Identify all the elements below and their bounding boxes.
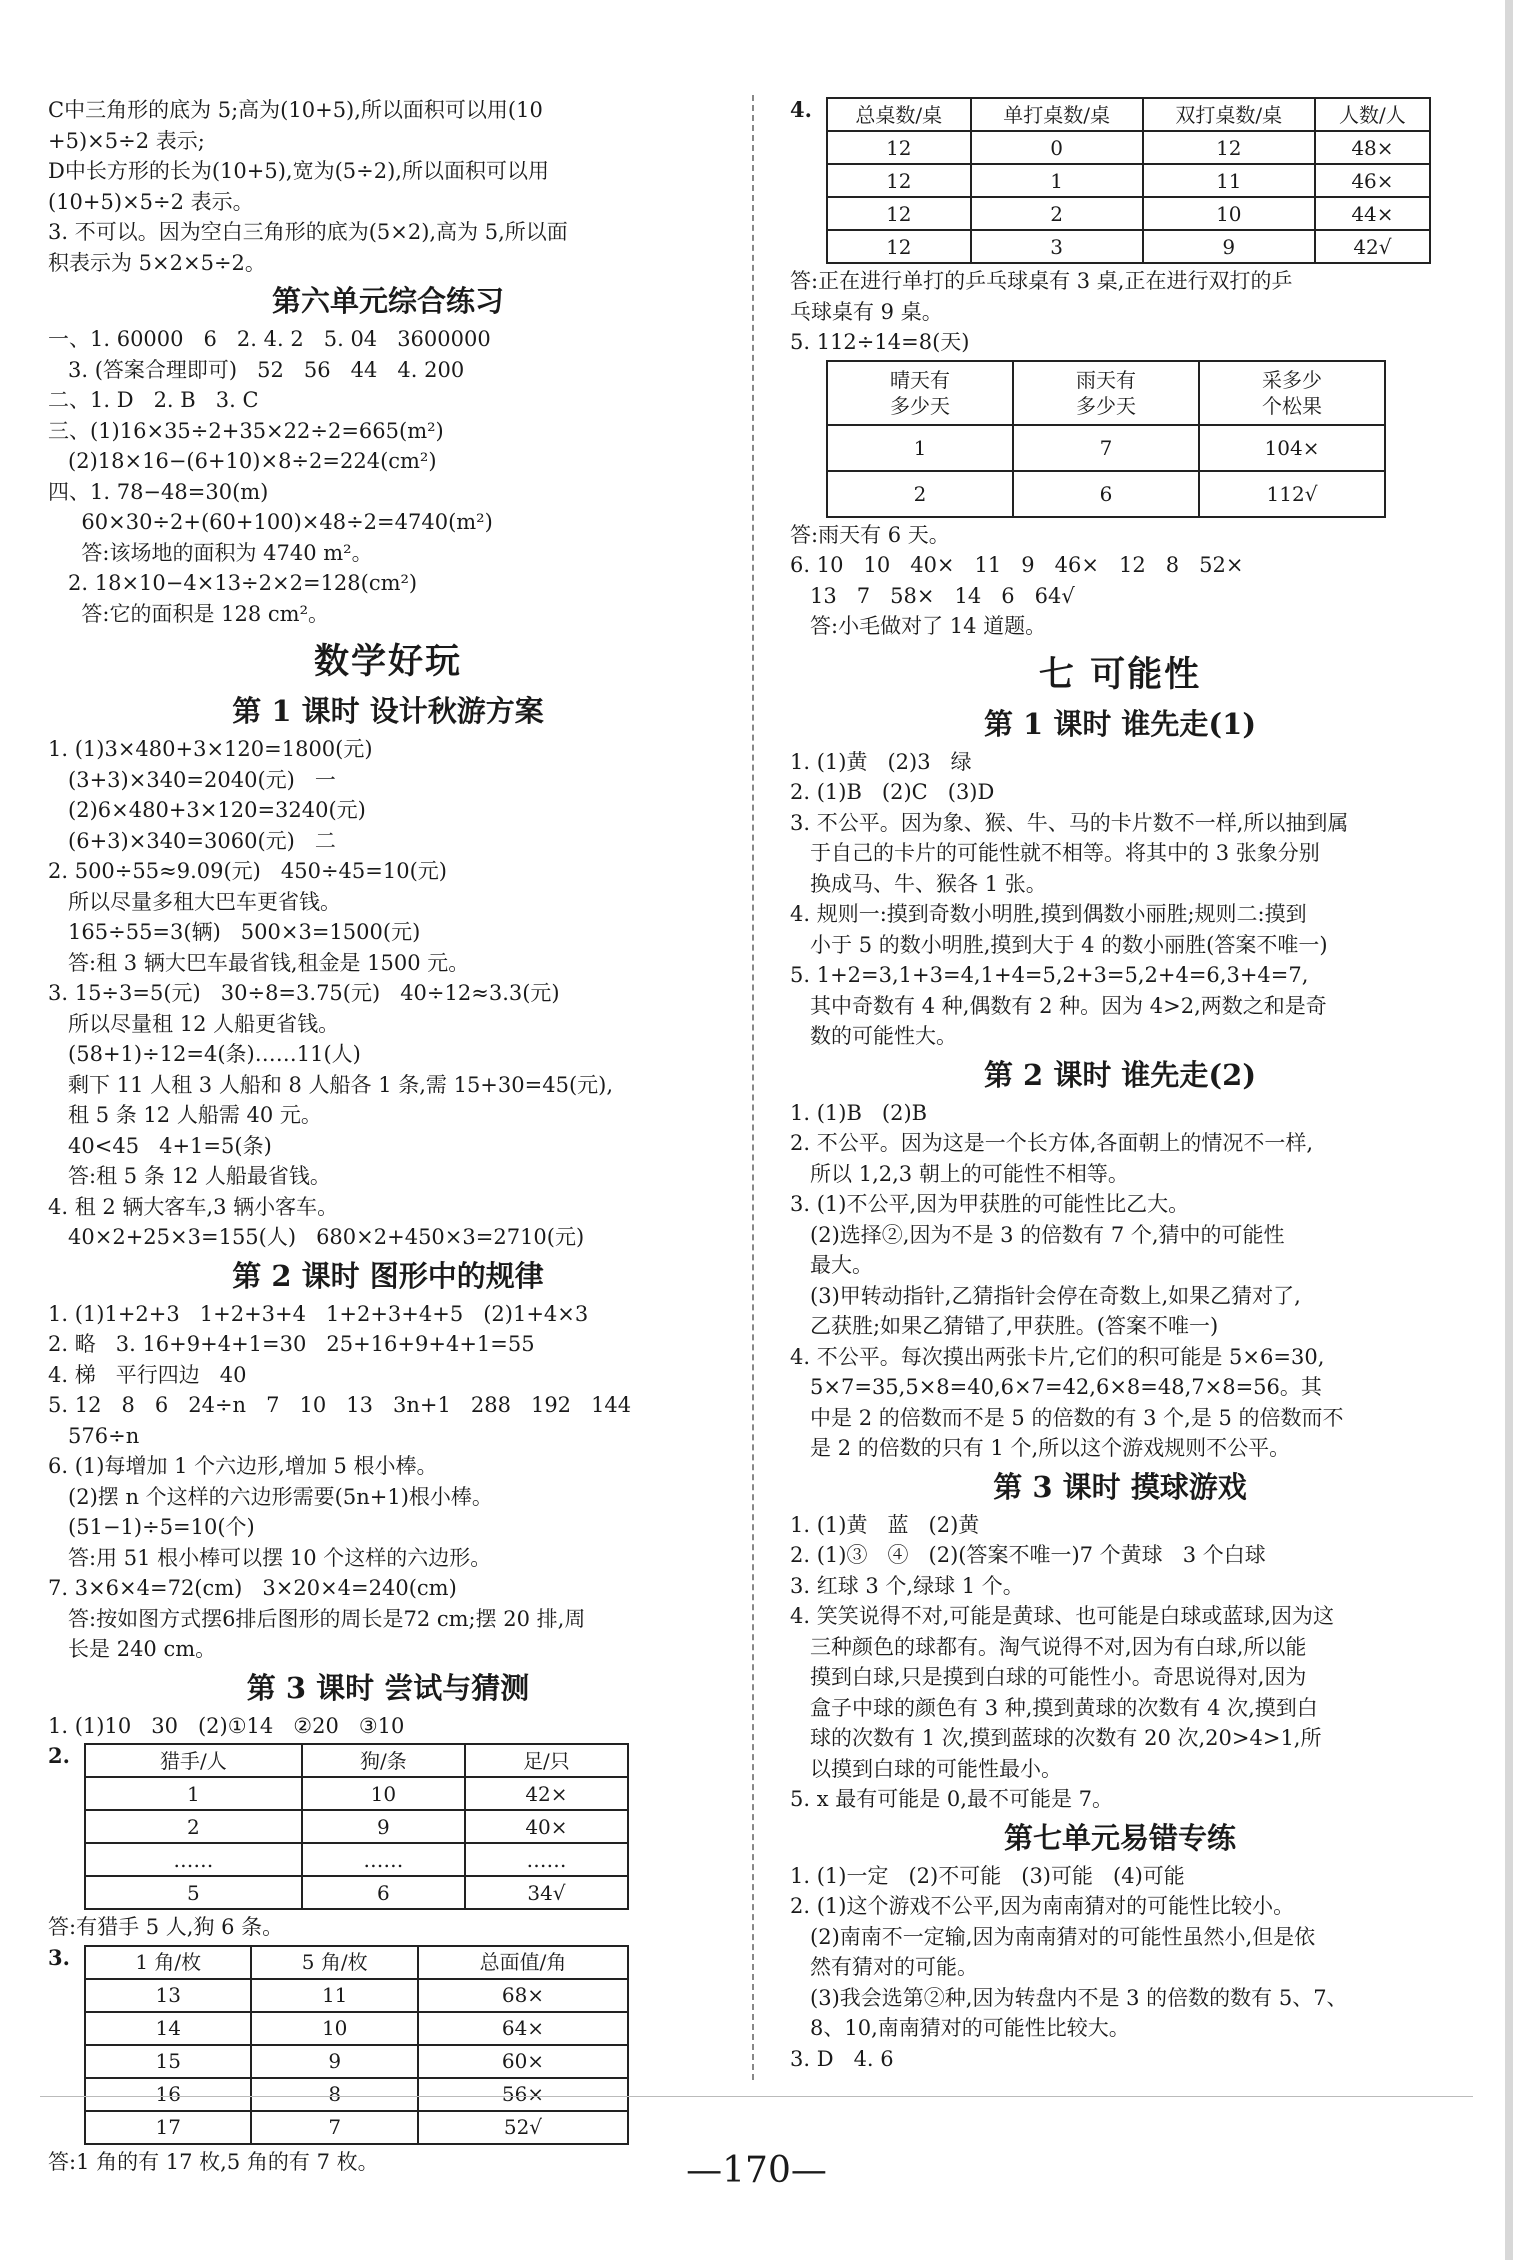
text-line: 其中奇数有 4 种,偶数有 2 种。因为 4>2,两数之和是奇 [790,993,1327,1018]
table-header-row [827,361,1385,425]
text-line: 4. 规则一:摸到奇数小明胜,摸到偶数小丽胜;规则二:摸到 [790,902,1307,926]
text-line: 二、1. D 2. B 3. C [48,388,259,412]
unit7-lines [790,1861,1450,2075]
table-cell: 6 [1013,471,1199,517]
table2-block [48,1743,728,1910]
table-cell: 2 [971,197,1143,230]
table-cell: 40× [465,1810,628,1843]
table-cell: 64× [418,2012,628,2045]
lesson1-title: 第 1 课时 设计秋游方案 [232,694,544,728]
table-cell: 11 [251,1979,417,2012]
table-row [85,2012,628,2045]
table-cell: 15 [85,2045,251,2078]
r-lesson2-lines [790,1098,1450,1464]
text-line: 2. 不公平。因为这是一个长方体,各面朝上的情况不一样, [790,1131,1314,1155]
text-line: (2)6×480+3×120=3240(元) [48,798,366,822]
table-cell: 16 [85,2078,251,2111]
text-line: 小于 5 的数小明胜,摸到大于 4 的数小丽胜(答案不唯一) [790,932,1328,957]
text-line: 1. (1)一定 (2)不可能 (3)可能 (4)可能 [790,1863,1185,1888]
table-row [85,1777,628,1810]
text-line: 40×2+25×3=155(人) 680×2+450×3=2710(元) [48,1225,585,1249]
text-line: (3+3)×340=2040(元) 一 [48,767,336,792]
text-line: (10+5)×5÷2 表示。 [48,189,254,214]
text-line: (3)我会选第②种,因为转盘内不是 3 的倍数的数有 5、7、 [790,1985,1348,2010]
text-line: 剩下 11 人租 3 人船和 8 人船各 1 条,需 15+30=45(元), [48,1072,614,1097]
text-line: 8、10,南南猜对的可能性比较大。 [790,2016,1130,2040]
text-line: +5)×5÷2 表示; [48,128,205,153]
text-line: 最大。 [790,1253,874,1277]
lesson2-lines [48,1299,728,1665]
text-line: 4. 梯 平行四边 40 [48,1362,247,1387]
text-line: 乙获胜;如果乙猜错了,甲获胜。(答案不唯一) [790,1314,1219,1338]
table-header-cell: 单打桌数/桌 [971,98,1143,131]
table5 [826,360,1386,518]
table-cell: 3 [971,230,1143,263]
text-line: 长是 240 cm。 [48,1637,217,1661]
text-line: 于自己的卡片的可能性就不相等。将其中的 3 张象分别 [790,841,1320,865]
lesson2-title: 第 2 课时 图形中的规律 [232,1258,544,1293]
table-header-cell: 晴天有 多少天 [827,361,1013,425]
table-row [827,471,1385,517]
table-cell: 7 [1013,425,1199,471]
table5-answer: 答:雨天有 6 天。 [790,522,950,547]
text-line: 2. 18×10−4×13÷2×2=128(cm²) [48,571,418,595]
table-cell: 1 [85,1777,302,1810]
text-line: 积表示为 5×2×5÷2。 [48,250,266,275]
table2-number: 2. [48,1743,70,1768]
intro-lines [48,95,728,278]
table-cell: 12 [827,131,971,164]
text-line: 所以 1,2,3 朝上的可能性不相等。 [790,1161,1129,1186]
table2 [84,1743,629,1910]
text-line: 换成马、牛、猴各 1 张。 [790,871,1047,896]
lesson1-lines [48,734,728,1253]
table-cell: 9 [251,2045,417,2078]
table-cell: 11 [1143,164,1315,197]
text-line: 2. (1)这个游戏不公平,因为南南猜对的可能性比较小。 [790,1894,1295,1918]
text-line: 答:租 3 辆大巴车最省钱,租金是 1500 元。 [48,950,470,975]
page-edge [1505,0,1513,2260]
text-line: 盒子中球的颜色有 3 种,摸到黄球的次数有 4 次,摸到白 [790,1695,1318,1720]
text-line: (58+1)÷12=4(条)……11(人) [48,1042,361,1066]
table-row [827,164,1430,197]
table-row [85,2078,628,2111]
text-line: 乓球桌有 9 桌。 [790,299,943,324]
text-line: 球的次数有 1 次,摸到蓝球的次数有 20 次,20>4>1,所 [790,1726,1322,1750]
table4-block [790,97,1450,264]
table-cell: 44× [1315,197,1430,230]
text-line: 2. (1)③ ④ (2)(答案不唯一)7 个黄球 3 个白球 [790,1543,1266,1567]
table4-answer [790,266,1450,327]
table-header-row [85,1744,628,1777]
table-cell: 1 [971,164,1143,197]
text-line: (2)18×16−(6+10)×8÷2=224(cm²) [48,449,437,473]
fun-title: 数学好玩 [313,641,462,682]
bottom-rule [40,2096,1473,2097]
r-lesson2-title: 第 2 课时 谁先走(2) [983,1057,1257,1092]
text-line: 答:租 5 条 12 人船最省钱。 [48,1164,331,1188]
text-line: 1. (1)黄 蓝 (2)黄 [790,1512,980,1537]
text-line: 3. 15÷3=5(元) 30÷8=3.75(元) 40÷12≈3.3(元) [48,981,560,1005]
text-line: 6. 10 10 40× 11 9 46× 12 8 52× [790,553,1244,577]
lesson3-line1: 1. (1)10 30 (2)①14 ②20 ③10 [48,1713,405,1738]
table-header-cell: 足/只 [465,1744,628,1777]
table-row [85,1876,628,1909]
text-line: 5×7=35,5×8=40,6×7=42,6×8=48,7×8=56。其 [790,1375,1322,1399]
text-line: 7. 3×6×4=72(cm) 3×20×4=240(cm) [48,1576,457,1600]
text-line: 6. (1)每增加 1 个六边形,增加 5 根小棒。 [48,1454,438,1478]
text-line: 租 5 条 12 人船需 40 元。 [48,1103,322,1127]
text-line: (51−1)÷5=10(个) [48,1515,255,1539]
table-header-row [827,98,1430,131]
table-cell: 52√ [418,2111,628,2144]
table-cell: 104× [1199,425,1385,471]
text-line: 1. (1)黄 (2)3 绿 [790,749,972,774]
text-line: (2)摆 n 个这样的六边形需要(5n+1)根小棒。 [48,1484,493,1509]
table-cell: …… [302,1843,465,1876]
text-line: 165÷55=3(辆) 500×3=1500(元) [48,920,421,944]
table2-answer: 答:有猎手 5 人,狗 6 条。 [48,1915,284,1939]
text-line: 答:它的面积是 128 cm²。 [48,601,329,626]
text-line: 一、1. 60000 6 2. 4. 2 5. 04 3600000 [48,327,491,351]
text-line: 3. 不可以。因为空白三角形的底为(5×2),高为 5,所以面 [48,220,568,244]
table-cell: 10 [1143,197,1315,230]
r-lesson3-lines [790,1510,1450,1815]
table-cell: 12 [1143,131,1315,164]
table4-number: 4. [790,97,812,122]
table4 [826,97,1431,264]
table-row [85,2111,628,2144]
table-header-cell: 总桌数/桌 [827,98,971,131]
left-column [48,95,728,2177]
unit6-title: 第六单元综合练习 [271,284,504,318]
text-line: 576÷n [48,1423,140,1448]
text-line: 2. 500÷55≈9.09(元) 450÷45=10(元) [48,859,447,883]
table-cell: 60× [418,2045,628,2078]
table-cell: 10 [302,1777,465,1810]
table-cell: 17 [85,2111,251,2144]
table-row [827,230,1430,263]
table-cell: 2 [827,471,1013,517]
r-lesson3-title: 第 3 课时 摸球游戏 [993,1469,1247,1504]
table-cell: 112√ [1199,471,1385,517]
text-line: 答:该场地的面积为 4740 m²。 [48,540,373,565]
table-cell: 12 [827,230,971,263]
table-cell: 5 [85,1876,302,1909]
table3-answer: 答:1 角的有 17 枚,5 角的有 7 枚。 [48,2149,379,2174]
table-cell: 42√ [1315,230,1430,263]
table-header-cell: 双打桌数/桌 [1143,98,1315,131]
text-line: 5. 12 8 6 24÷n 7 10 13 3n+1 288 192 144 [48,1393,632,1417]
text-line: 4. 笑笑说得不对,可能是黄球、也可能是白球或蓝球,因为这 [790,1604,1335,1628]
text-line: 3. 红球 3 个,绿球 1 个。 [790,1573,1024,1598]
table-cell: 12 [827,164,971,197]
table-header-cell: 猎手/人 [85,1744,302,1777]
table-header-cell: 狗/条 [302,1744,465,1777]
text-line: 答:正在进行单打的乒乓球桌有 3 桌,正在进行双打的乒 [790,269,1293,293]
table-cell: 56× [418,2078,628,2111]
table-cell: 1 [827,425,1013,471]
text-line: 以摸到白球的可能性最小。 [790,1756,1063,1781]
table-row [85,2045,628,2078]
table-cell: 68× [418,1979,628,2012]
text-line: 数的可能性大。 [790,1024,958,1048]
table-cell: 7 [251,2111,417,2144]
table-row [85,1979,628,2012]
text-line: 摸到白球,只是摸到白球的可能性小。奇思说得对,因为 [790,1665,1307,1689]
table-header-cell: 5 角/枚 [251,1946,417,1979]
table-cell: …… [85,1843,302,1876]
table-cell: 12 [827,197,971,230]
table3-number: 3. [48,1944,70,1970]
table-header-cell: 1 角/枚 [85,1946,251,1979]
text-line: 3. (1)不公平,因为甲获胜的可能性比乙大。 [790,1192,1190,1216]
table-row [827,131,1430,164]
text-line: 答:小毛做对了 14 道题。 [790,614,1047,638]
table-header-row [85,1946,628,1979]
table-cell: 9 [1143,230,1315,263]
text-line: 60×30÷2+(60+100)×48÷2=4740(m²) [48,510,493,534]
table-cell: 9 [302,1810,465,1843]
text-line: 1. (1)3×480+3×120=1800(元) [48,737,373,761]
text-line: 答:用 51 根小棒可以摆 10 个这样的六边形。 [48,1545,492,1570]
table-cell: 13 [85,1979,251,2012]
table-cell: 2 [85,1810,302,1843]
text-line: 3. (答案合理即可) 52 56 44 4. 200 [48,357,465,382]
table3 [84,1945,629,2145]
unit6-lines [48,324,728,629]
chapter7-title: 七 可能性 [1038,653,1202,695]
table-row [827,425,1385,471]
right-column [790,95,1450,2074]
table-cell: 14 [85,2012,251,2045]
text-line: 然有猜对的可能。 [790,1955,979,1979]
text-line: 四、1. 78−48=30(m) [48,479,269,504]
text-line: 5. 1+2=3,1+3=4,1+4=5,2+3=5,2+4=6,3+4=7, [790,963,1309,987]
text-line: 答:按如图方式摆6排后图形的周长是72 cm;摆 20 排,周 [48,1606,586,1631]
q6-lines [790,550,1450,642]
table-header-cell: 总面值/角 [418,1946,628,1979]
text-line: 是 2 的倍数的只有 1 个,所以这个游戏规则不公平。 [790,1436,1291,1460]
table-cell: 6 [302,1876,465,1909]
text-line: C中三角形的底为 5;高为(10+5),所以面积可以用(10 [48,98,543,122]
table-header-cell: 雨天有 多少天 [1013,361,1199,425]
text-line: 所以尽量多租大巴车更省钱。 [48,889,342,914]
r-lesson1-title: 第 1 课时 谁先走(1) [983,706,1257,741]
text-line: 13 7 58× 14 6 64√ [790,583,1075,608]
table-cell: 0 [971,131,1143,164]
text-line: 中是 2 的倍数而不是 5 的倍数的有 3 个,是 5 的倍数而不 [790,1405,1344,1430]
text-line: 2. (1)B (2)C (3)D [790,780,995,804]
text-line: 2. 略 3. 16+9+4+1=30 25+16+9+4+1=55 [48,1332,535,1356]
table-cell: …… [465,1843,628,1876]
text-line: 1. (1)1+2+3 1+2+3+4 1+2+3+4+5 (2)1+4×3 [48,1301,589,1326]
lesson3-title: 第 3 课时 尝试与猜测 [246,1670,530,1705]
r-lesson1-lines [790,747,1450,1052]
text-line: D中长方形的长为(10+5),宽为(5÷2),所以面积可以用 [48,159,549,183]
table-row [85,1843,628,1876]
page-number: —170— [686,2150,827,2191]
text-line: 5. x 最有可能是 0,最不可能是 7。 [790,1787,1113,1811]
table-cell: 10 [251,2012,417,2045]
q5-line: 5. 112÷14=8(天) [790,330,970,354]
text-line: (6+3)×340=3060(元) 二 [48,828,336,853]
text-line: 三种颜色的球都有。淘气说得不对,因为有白球,所以能 [790,1634,1307,1659]
table-header-cell: 采多少 个松果 [1199,361,1385,425]
table3-block [48,1945,728,2145]
text-line: 4. 不公平。每次摸出两张卡片,它们的积可能是 5×6=30, [790,1344,1325,1369]
text-line: 1. (1)B (2)B [790,1100,928,1125]
text-line: 三、(1)16×35÷2+35×22÷2=665(m²) [48,418,444,443]
table-cell: 42× [465,1777,628,1810]
table-cell: 8 [251,2078,417,2111]
text-line: 3. D 4. 6 [790,2046,894,2071]
unit7-title: 第七单元易错专练 [1003,1820,1236,1855]
table-cell: 34√ [465,1876,628,1909]
text-line: 3. 不公平。因为象、猴、牛、马的卡片数不一样,所以抽到属 [790,810,1349,835]
text-line: 40<45 4+1=5(条) [48,1133,272,1158]
table-header-cell: 人数/人 [1315,98,1430,131]
text-line: (3)甲转动指针,乙猜指针会停在奇数上,如果乙猜对了, [790,1283,1301,1308]
table-row [85,1810,628,1843]
text-line: 4. 租 2 辆大客车,3 辆小客车。 [48,1194,339,1219]
text-line: (2)南南不一定输,因为南南猜对的可能性虽然小,但是依 [790,1924,1316,1949]
text-line: 所以尽量租 12 人船更省钱。 [48,1011,340,1036]
text-line: (2)选择②,因为不是 3 的倍数有 7 个,猜中的可能性 [790,1222,1285,1247]
table-cell: 46× [1315,164,1430,197]
column-divider [752,95,754,2080]
table-cell: 48× [1315,131,1430,164]
table-row [827,197,1430,230]
